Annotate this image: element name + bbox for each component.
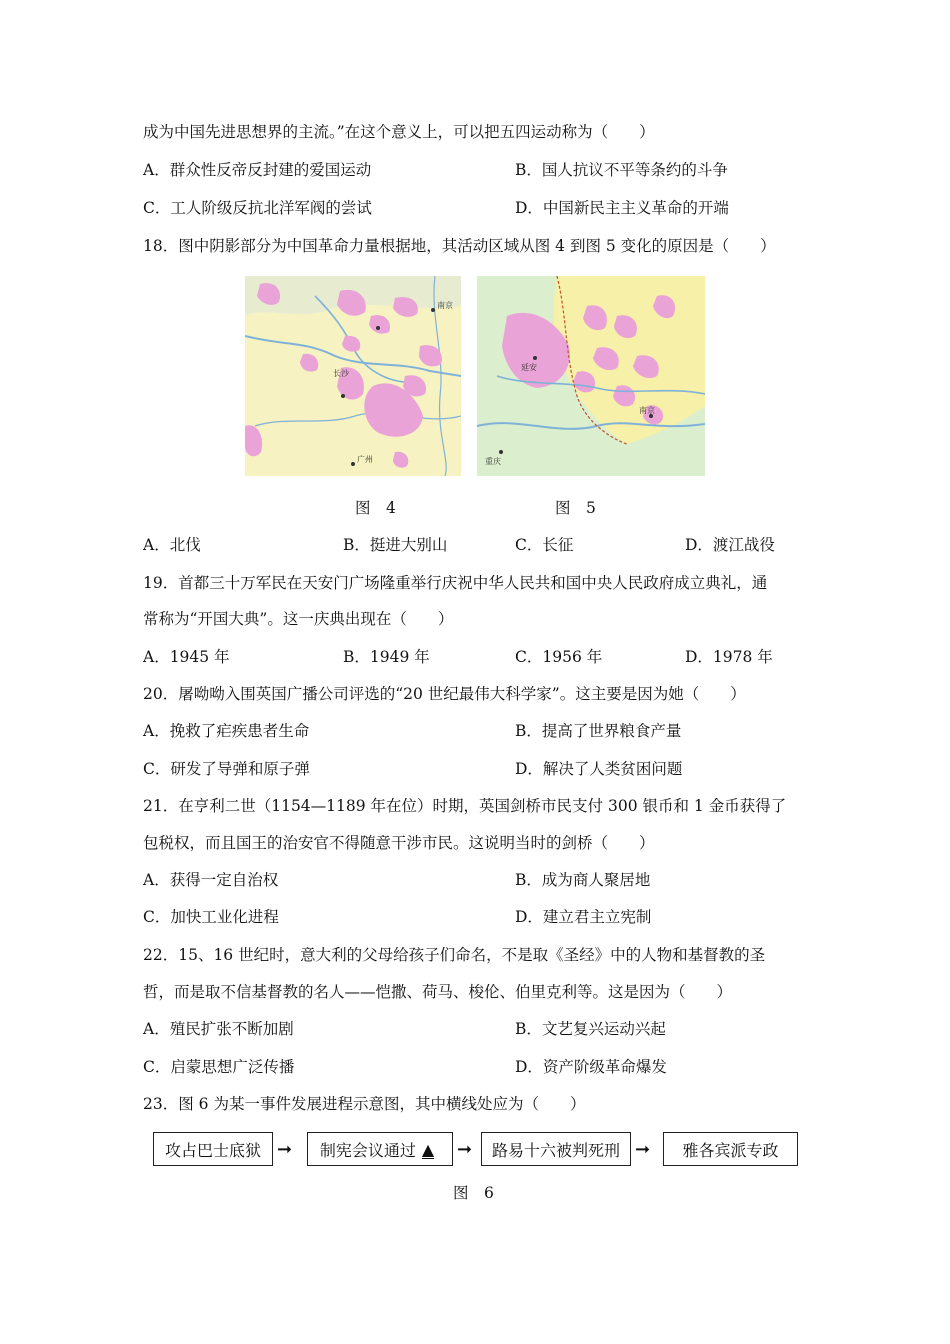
q21-option-c[interactable]: C．加快工业化进程 <box>143 908 279 926</box>
q17-option-d[interactable]: D．中国新民主主义革命的开端 <box>515 199 729 217</box>
q21-option-d[interactable]: D．建立君主立宪制 <box>515 908 652 926</box>
flow-step-2-blank: ▲ <box>421 1139 435 1159</box>
q20-option-a[interactable]: A．挽救了疟疾患者生命 <box>143 722 310 740</box>
q18-option-b[interactable]: B．挺进大别山 <box>343 536 448 554</box>
flow-step-2-label: 制宪会议通过 <box>319 1140 416 1160</box>
q17-option-a[interactable]: A．群众性反帝反封建的爱国运动 <box>143 161 372 179</box>
q19-stem-line1: 19．首都三十万军民在天安门广场隆重举行庆祝中华人民共和国中央人民政府成立典礼，通 <box>143 574 768 592</box>
q21-option-a[interactable]: A．获得一定自治权 <box>143 871 279 889</box>
map4-label-changsha: 长沙 <box>333 369 349 378</box>
q21-option-b[interactable]: B．成为商人聚居地 <box>515 871 651 889</box>
flow-arrow-icon: ➞ <box>457 1139 473 1160</box>
flow-step-3 <box>481 1132 631 1166</box>
flow-arrow-icon: ➞ <box>635 1139 651 1160</box>
q19-option-b[interactable]: B．1949 年 <box>343 648 430 666</box>
q22-option-c[interactable]: C．启蒙思想广泛传播 <box>143 1058 295 1076</box>
map-5-graphic <box>477 276 705 476</box>
q22-option-a[interactable]: A．殖民扩张不断加剧 <box>143 1020 294 1038</box>
map5-label-nanjing: 南京 <box>639 406 655 415</box>
q19-option-c[interactable]: C．1956 年 <box>515 648 603 666</box>
q17-stem-end: 成为中国先进思想界的主流。”在这个意义上，可以把五四运动称为（ ） <box>143 123 655 141</box>
q19-option-d[interactable]: D．1978 年 <box>685 648 773 666</box>
q17-option-b[interactable]: B．国人抗议不平等条约的斗争 <box>515 161 728 179</box>
map5-label-yanan: 延安 <box>521 363 537 372</box>
q22-stem-line1: 22．15、16 世纪时，意大利的父母给孩子们命名，不是取《圣经》中的人物和基督教的圣 <box>143 946 766 964</box>
flow-step-2 <box>307 1132 453 1166</box>
q18-option-a[interactable]: A．北伐 <box>143 536 201 554</box>
q20-option-b[interactable]: B．提高了世界粮食产量 <box>515 722 682 740</box>
q20-option-c[interactable]: C．研发了导弹和原子弹 <box>143 760 310 778</box>
q23-stem: 23．图 6 为某一事件发展进程示意图，其中横线处应为（ ） <box>143 1095 586 1113</box>
map4-label-guangzhou: 广州 <box>357 455 373 464</box>
flow-step-1-label: 攻占巴士底狱 <box>164 1140 261 1160</box>
q19-option-a[interactable]: A．1945 年 <box>143 648 230 666</box>
q18-option-c[interactable]: C．长征 <box>515 536 574 554</box>
flow-step-3-label: 路易十六被判死刑 <box>491 1140 620 1160</box>
q18-stem: 18．图中阴影部分为中国革命力量根据地，其活动区域从图 4 到图 5 变化的原因是（ ） <box>143 237 776 255</box>
q19-stem-line2: 常称为“开国大典”。这一庆典出现在（ ） <box>143 610 454 628</box>
q22-option-b[interactable]: B．文艺复兴运动兴起 <box>515 1020 666 1038</box>
map-figure-4 <box>245 276 461 476</box>
figure-5-caption: 图 5 <box>555 499 596 517</box>
map-figure-5 <box>477 276 705 476</box>
q17-option-c[interactable]: C．工人阶级反抗北洋军阀的尝试 <box>143 199 372 217</box>
map-4-graphic <box>245 276 461 476</box>
q18-option-d[interactable]: D．渡江战役 <box>685 536 775 554</box>
q22-option-d[interactable]: D．资产阶级革命爆发 <box>515 1058 667 1076</box>
q21-stem-line1: 21．在亨利二世（1154—1189 年在位）时期，英国剑桥市民支付 300 银币和 1 金币获得了 <box>143 797 787 815</box>
flow-step-4 <box>663 1132 798 1166</box>
figure-6-caption: 图 6 <box>453 1184 494 1202</box>
figure-4-caption: 图 4 <box>355 499 396 517</box>
q22-stem-line2: 哲，而是取不信基督教的名人——恺撒、荷马、梭伦、伯里克利等。这是因为（ ） <box>143 983 733 1001</box>
map4-label-nanjing: 南京 <box>437 301 453 310</box>
map5-label-chongqing: 重庆 <box>485 457 501 466</box>
flow-step-1 <box>153 1132 273 1166</box>
flow-arrow-icon: ➞ <box>277 1139 293 1160</box>
q20-stem: 20．屠呦呦入围英国广播公司评选的“20 世纪最伟大科学家”。这主要是因为她（ ） <box>143 685 746 703</box>
q20-option-d[interactable]: D．解决了人类贫困问题 <box>515 760 683 778</box>
q21-stem-line2: 包税权，而且国王的治安官不得随意干涉市民。这说明当时的剑桥（ ） <box>143 834 655 852</box>
flow-step-4-label: 雅各宾派专政 <box>682 1140 779 1160</box>
